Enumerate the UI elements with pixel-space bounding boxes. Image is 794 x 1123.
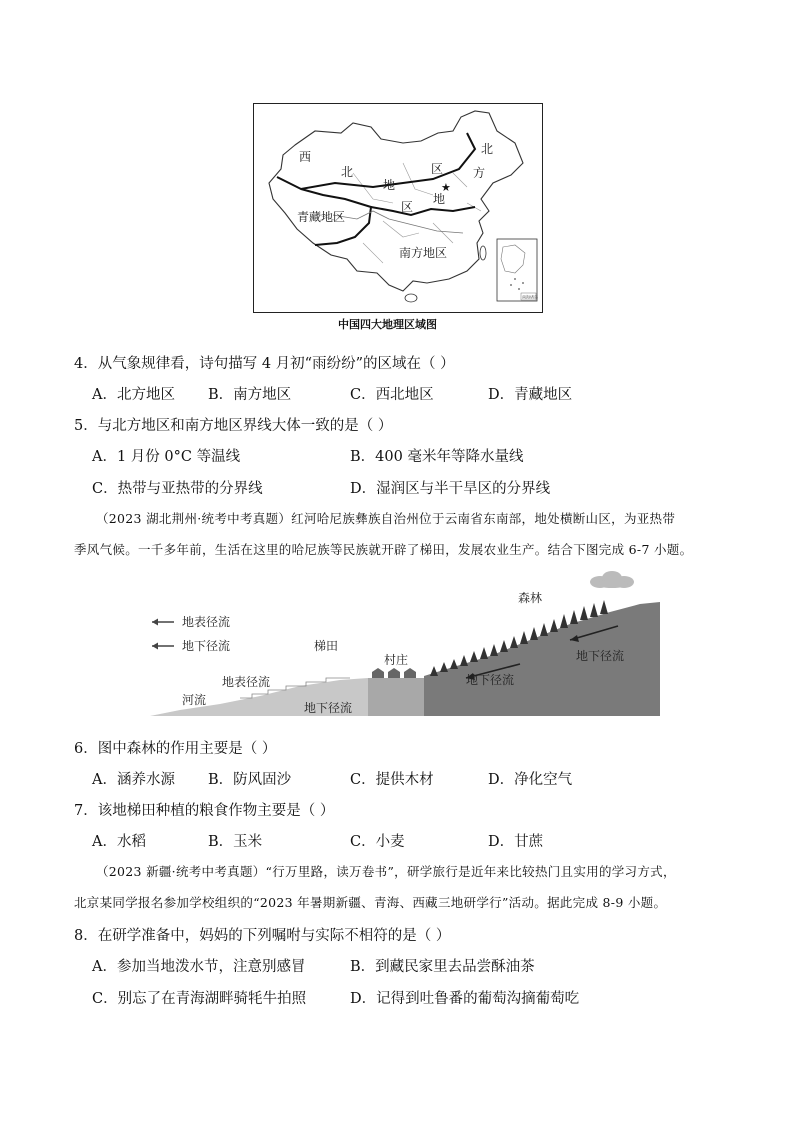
label-forest: 森林	[518, 591, 543, 605]
label-surface-runoff: 地表径流	[222, 675, 271, 689]
q4-option-c[interactable]: C．西北地区	[350, 387, 434, 403]
terrace-diagram-svg	[140, 568, 670, 720]
question-6-stem: 6．图中森林的作用主要是（ ）	[74, 741, 277, 757]
label-river: 河流	[182, 693, 207, 707]
mountain	[424, 602, 660, 716]
q4-option-b[interactable]: B．南方地区	[208, 387, 292, 403]
svg-text:南海诸岛: 南海诸岛	[522, 294, 538, 300]
svg-text:★: ★	[441, 181, 451, 194]
map-caption: 中国四大地理区域图	[338, 318, 437, 331]
q5-option-c[interactable]: C．热带与亚热带的分界线	[92, 481, 263, 497]
terrace-diagram	[140, 568, 670, 720]
question-4-stem: 4．从气象规律看，诗句描写 4 月初“雨纷纷”的区域在（ ）	[74, 356, 455, 372]
question-7-stem: 7．该地梯田种植的粮食作物主要是（ ）	[74, 803, 335, 819]
legend-ground-runoff	[152, 638, 230, 653]
intro-6-7-line1: （2023 湖北荆州·统考中考真题）红河哈尼族彝族自治州位于云南省东南部，地处横断山区，为亚热带	[96, 511, 676, 526]
map-label-qingzang: 青藏地区	[297, 210, 346, 224]
intro-8-9-line2: 北京某同学报名参加学校组织的“2023 年暑期新疆、青海、西藏三地研学行”活动。据此完成 8-9 小题。	[74, 895, 667, 910]
intro-6-7-line2: 季风气候。一千多年前，生活在这里的哈尼族等民族就开辟了梯田，发展农业生产。结合下图完成 6-7 小题。	[74, 542, 693, 557]
map-label-xi: 西	[299, 150, 312, 164]
q6-option-c[interactable]: C．提供木材	[350, 772, 434, 788]
china-map	[253, 103, 543, 313]
cloud-icon	[590, 571, 634, 588]
q8-option-b[interactable]: B．到藏民家里去品尝酥油茶	[350, 959, 535, 975]
intro-8-9-line1: （2023 新疆·统考中考真题）“行万里路，读万卷书”，研学旅行是近年来比较热门且实用的学习方式，	[96, 864, 676, 879]
map-label-qu2: 区	[401, 200, 414, 214]
map-label-bei1: 北	[341, 165, 354, 179]
q4-option-a[interactable]: A．北方地区	[92, 387, 175, 403]
south-china-sea-inset	[497, 239, 538, 301]
q7-option-b[interactable]: B．玉米	[208, 834, 263, 850]
map-label-di2: 地	[433, 192, 446, 206]
q6-option-a[interactable]: A．涵养水源	[92, 772, 175, 788]
china-map-figure	[253, 103, 543, 313]
map-label-di1: 地	[383, 178, 396, 192]
map-label-fang: 方	[473, 166, 486, 180]
q5-option-d[interactable]: D．湿润区与半干旱区的分界线	[350, 481, 551, 497]
map-label-qu1: 区	[431, 162, 444, 176]
label-ground-runoff-right: 地下径流	[576, 649, 625, 663]
legend-surface-runoff	[152, 614, 230, 629]
q6-option-b[interactable]: B．防风固沙	[208, 772, 292, 788]
q8-option-a[interactable]: A．参加当地泼水节，注意别感冒	[92, 959, 306, 975]
q7-option-d[interactable]: D．甘蔗	[488, 834, 544, 850]
map-label-nanfang: 南方地区	[399, 246, 448, 260]
label-ground-runoff-bottom: 地下径流	[304, 701, 353, 715]
map-label-bei2: 北	[481, 142, 494, 156]
q8-option-d[interactable]: D．记得到吐鲁番的葡萄沟摘葡萄吃	[350, 991, 580, 1007]
village-houses	[372, 668, 416, 678]
q4-option-d[interactable]: D．青藏地区	[488, 387, 573, 403]
q7-option-c[interactable]: C．小麦	[350, 834, 405, 850]
q6-option-d[interactable]: D．净化空气	[488, 772, 573, 788]
village-ground	[368, 678, 424, 716]
q5-option-b[interactable]: B．400 毫米年等降水量线	[350, 449, 524, 465]
svg-text:地下径流: 地下径流	[182, 639, 231, 653]
question-8-stem: 8．在研学准备中，妈妈的下列嘱咐与实际不相符的是（ ）	[74, 928, 451, 944]
q8-option-c[interactable]: C．别忘了在青海湖畔骑牦牛拍照	[92, 991, 307, 1007]
q7-option-a[interactable]: A．水稻	[92, 834, 146, 850]
label-ground-runoff-mid: 地下径流	[466, 673, 515, 687]
q5-option-a[interactable]: A．1 月份 0°C 等温线	[92, 449, 241, 465]
svg-text:地表径流: 地表径流	[182, 615, 231, 629]
question-5-stem: 5．与北方地区和南方地区界线大体一致的是（ ）	[74, 418, 393, 434]
label-terrace: 梯田	[314, 639, 339, 653]
label-village: 村庄	[384, 653, 409, 667]
